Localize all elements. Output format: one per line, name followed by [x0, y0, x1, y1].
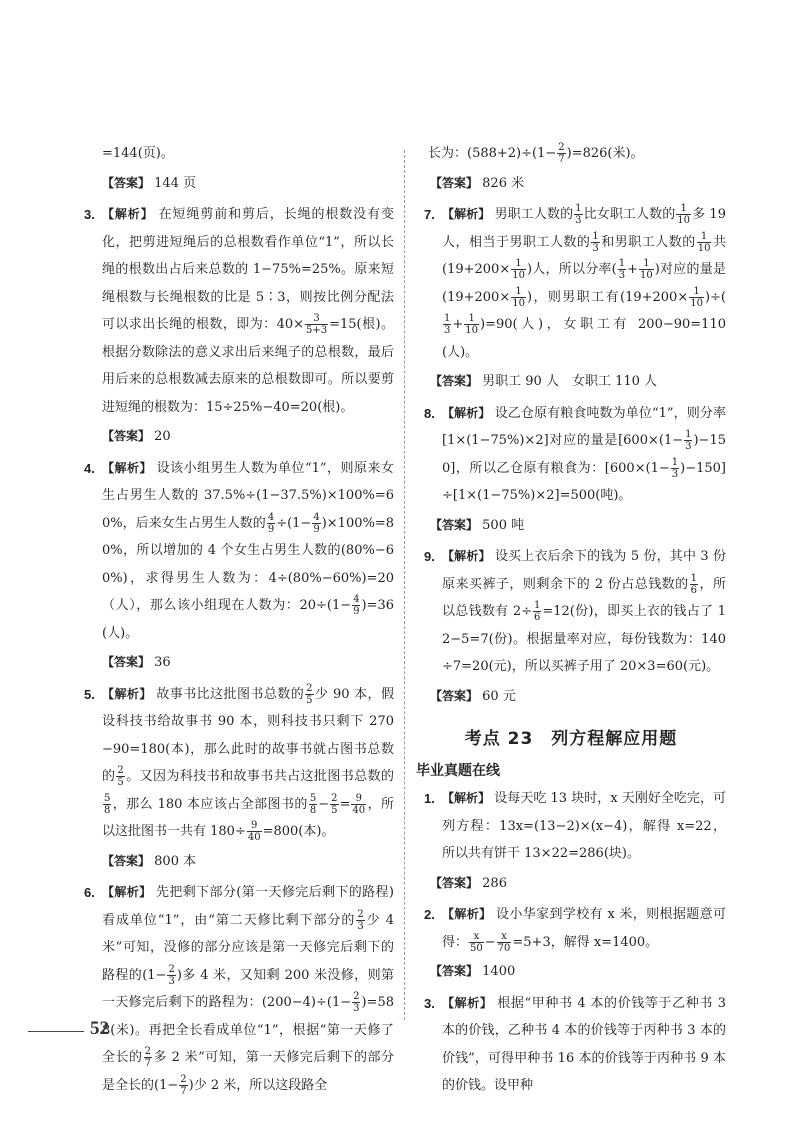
question-number: 5. — [84, 686, 95, 702]
answer-line — [102, 649, 394, 677]
fraction — [305, 313, 328, 336]
denominator: 7 — [144, 1058, 151, 1069]
fraction — [464, 313, 479, 336]
answer-line — [430, 683, 726, 711]
fraction — [511, 258, 526, 281]
analysis-text: 设小华家到学校有 x 米，则根据题意可得： — [442, 907, 726, 950]
answer-tag: 【答案】 — [102, 655, 151, 669]
analysis-text: − — [318, 796, 330, 812]
numerator: 9 — [351, 793, 366, 805]
analysis-text: 共(19+200× — [442, 234, 726, 277]
fraction — [312, 512, 320, 535]
question-6 — [76, 879, 394, 1099]
analysis-text: )−150]÷[1×(1−75%)×2]=500(吨)。 — [442, 460, 726, 503]
answer-tag: 【答案】 — [430, 374, 479, 388]
analysis-text: )=588(米)。再把全长看成单位“1”，根据“第一天修了全长的 — [102, 995, 394, 1065]
numerator: 4 — [353, 594, 360, 605]
numerator: 1 — [639, 258, 654, 270]
answer-line — [102, 848, 394, 876]
fraction — [167, 964, 175, 987]
analysis-text: 设每天吃 13 块时，x 天刚好全吃完，可列方程：13x=(13−2)×(x−4)，解得 x=22，所以共有饼干 13×22=286(块)。 — [442, 791, 726, 861]
analysis-text: 。又因为科技书和故事书共占这批图书总数的 — [125, 769, 394, 784]
numerator: 2 — [117, 765, 124, 776]
answer-value: 500 吨 — [482, 517, 525, 533]
analysis-text: =5+3，解得 x=1400。 — [512, 934, 659, 950]
analysis-text: )÷( — [704, 289, 726, 305]
fraction — [103, 793, 111, 816]
answer-line — [102, 170, 394, 198]
numerator: 2 — [353, 991, 360, 1002]
denominator: 3 — [575, 215, 582, 226]
page-number: 52 — [90, 1018, 109, 1039]
question-number: 1. — [424, 791, 435, 806]
numerator: 1 — [533, 600, 541, 611]
analysis-text: = — [339, 796, 351, 812]
fraction — [267, 512, 275, 535]
numerator: 2 — [558, 142, 565, 153]
denominator: 3 — [618, 270, 626, 281]
question-number: 4. — [84, 460, 95, 476]
question-number: 2. — [424, 907, 435, 922]
answer-tag: 【答案】 — [430, 875, 479, 890]
question-9 — [416, 543, 726, 681]
question-number: 3. — [84, 207, 95, 222]
answer-line — [430, 958, 726, 986]
analysis-text: )对应的量是(19+200× — [442, 262, 726, 305]
denominator: 70 — [497, 942, 511, 954]
analysis-text: 男职工人数的 — [494, 207, 574, 222]
fraction — [352, 991, 360, 1014]
question-number: 8. — [424, 405, 435, 421]
analysis-tag: 【解析】 — [442, 791, 491, 805]
fraction — [618, 258, 626, 281]
answer-value: 286 — [482, 875, 507, 891]
numerator: 2 — [144, 1046, 151, 1057]
numerator: 2 — [357, 908, 364, 920]
analysis-text: )多 4 米，又知剩 200 米没修，则第一天修完后剩下的路程为：(200−4)÷(1− — [102, 967, 394, 1010]
answer-value: 144 页 — [154, 175, 197, 191]
analysis-text: )少 2 米，所以这段路全 — [188, 1077, 328, 1093]
fraction — [574, 203, 582, 226]
denominator: 9 — [267, 523, 275, 535]
continued-line — [416, 140, 726, 168]
denominator: 10 — [640, 270, 653, 281]
question-7 — [416, 201, 726, 366]
numerator: 9 — [247, 820, 262, 832]
answer-tag: 【答案】 — [102, 175, 151, 190]
fraction — [352, 594, 360, 617]
answer-value: 60 元 — [482, 688, 516, 704]
fraction — [689, 286, 704, 309]
analysis-text: )=90(人)，女职工有 200−90=110(人)。 — [442, 317, 726, 360]
numerator: 1 — [464, 313, 479, 325]
denominator: 3 — [671, 468, 679, 480]
analysis-text: + — [452, 317, 464, 332]
fraction — [511, 286, 526, 309]
fraction — [351, 793, 366, 816]
analysis-text: − — [484, 934, 496, 950]
fraction — [671, 457, 679, 480]
denominator: 10 — [512, 270, 525, 281]
answer-tag: 【答案】 — [430, 175, 479, 190]
denominator: 9 — [313, 523, 320, 535]
analysis-text: + — [627, 262, 639, 277]
analysis-tag: 【解析】 — [442, 207, 491, 221]
analysis-text: =12(份)，即买上衣的钱占了 12−5=7(份)。根据量率对应，每份钱数为：140÷7=20(元)，所以买裤子用了 20×3=60(元)。 — [442, 604, 726, 674]
numerator: 1 — [511, 258, 526, 270]
fraction — [179, 1074, 187, 1097]
analysis-text: )×100%=80%，所以增加的 4 个女生占男生人数的(80%−60%)，求得男生人数为：4÷(80%−60%)=20（人），那么该小组现在人数为：20÷(1− — [102, 515, 394, 613]
question-5 — [76, 681, 394, 846]
answer-tag: 【答案】 — [430, 688, 479, 703]
continued-text: =144(页)。 — [102, 146, 174, 161]
denominator: 3 — [168, 975, 175, 987]
denominator: 6 — [690, 584, 698, 596]
question-number: 3. — [424, 995, 435, 1011]
fraction — [497, 931, 512, 954]
denominator: 3 — [353, 1003, 360, 1014]
question-number: 9. — [424, 549, 435, 564]
answer-line — [430, 170, 726, 198]
numerator: 1 — [671, 456, 679, 468]
numerator: x — [497, 931, 512, 943]
analysis-text: 比女职工人数的 — [583, 207, 676, 222]
numerator: 1 — [618, 258, 626, 269]
analysis-text: ，所以这批图书一共有 180÷ — [102, 796, 394, 839]
numerator: 1 — [697, 231, 712, 243]
answer-tag: 【答案】 — [430, 517, 479, 532]
answer-line — [430, 870, 726, 898]
analysis-text: =800(本)。 — [262, 824, 335, 839]
numerator: 1 — [685, 429, 692, 440]
numerator: 5 — [309, 792, 317, 804]
problem-3 — [416, 990, 726, 1100]
analysis-text: 设买上衣后余下的钱为 5 份，其中 3 份原来买裤子，则剩余下的 2 份占总钱数的 — [442, 549, 726, 592]
analysis-tag: 【解析】 — [442, 405, 491, 420]
denominator: 3 — [592, 242, 599, 254]
fraction — [144, 1046, 152, 1069]
denominator: 8 — [104, 804, 111, 816]
fraction — [557, 142, 565, 165]
denominator: 10 — [465, 325, 479, 336]
subsection-heading: 毕业真题在线 — [416, 762, 500, 779]
question-8 — [416, 400, 726, 510]
analysis-text: 多 2 米”可知，第一天修完后剩下的部分是全长的(1− — [102, 1050, 394, 1093]
right-column — [416, 140, 726, 1100]
analysis-tag: 【解析】 — [102, 885, 152, 899]
fraction — [533, 600, 541, 623]
answer-value: 男职工 90 人 女职工 110 人 — [482, 374, 658, 389]
answer-value: 800 本 — [154, 853, 197, 869]
numerator: 1 — [689, 286, 704, 298]
analysis-tag: 【解析】 — [442, 549, 491, 563]
continued-text: )=826(米)。 — [566, 146, 644, 161]
denominator: 10 — [690, 297, 703, 309]
footer-rule — [28, 1031, 84, 1032]
analysis-text: 少 4 米”可知，没修的部分应该是第一天修完后剩下的路程的(1− — [102, 912, 394, 983]
answer-value: 826 米 — [482, 175, 525, 191]
analysis-text: 和男职工人数的 — [600, 234, 696, 250]
denominator: 10 — [697, 242, 711, 254]
analysis-text: =15(根)。根据分数除法的意义求出后来绳子的总根数，最后用后来的总根数减去原来的总根数即可。所以要剪进短绳的根数为：15÷25%−40=20(根)。 — [102, 317, 394, 415]
numerator: x — [469, 931, 484, 943]
fraction — [356, 909, 364, 932]
denominator: 8 — [309, 804, 317, 816]
numerator: 1 — [676, 203, 691, 215]
fraction — [697, 231, 712, 254]
numerator: 1 — [592, 230, 599, 242]
fraction — [591, 231, 599, 254]
analysis-text: ，所以总钱数有 2÷ — [442, 576, 726, 619]
analysis-tag: 【解析】 — [102, 686, 152, 701]
analysis-text: 设乙仓原有粮食吨数为单位“1”，则分率[1×(1−75%)×2]对应的量是[600×(1− — [442, 405, 726, 448]
denominator: 10 — [677, 215, 691, 226]
denominator: 40 — [352, 804, 366, 816]
fraction — [305, 683, 313, 706]
numerator: 1 — [444, 313, 451, 324]
analysis-text: 多 19 人，相当于男职工人数的 — [442, 207, 726, 250]
analysis-text: ，那么 180 本应该占全部图书的 — [112, 796, 308, 812]
answer-value: 20 — [154, 429, 171, 444]
analysis-tag: 【解析】 — [442, 907, 492, 921]
analysis-text: 故事书比这批图书总数的 — [156, 686, 305, 702]
numerator: 2 — [331, 792, 338, 804]
fraction — [690, 573, 698, 596]
denominator: 5 — [117, 777, 124, 788]
numerator: 2 — [180, 1073, 187, 1085]
denominator: 50 — [470, 942, 483, 954]
continued-text: 长为：(588+2)÷(1− — [428, 146, 557, 161]
answer-tag: 【答案】 — [430, 964, 479, 978]
numerator: 4 — [313, 511, 320, 523]
fraction — [116, 765, 124, 788]
denominator: 3 — [685, 441, 692, 452]
numerator: 3 — [305, 313, 328, 325]
fraction — [639, 258, 654, 281]
analysis-text: 根据“甲种书 4 本的价钱等于乙种书 3 本的价钱，乙种书 4 本的价钱等于丙种书 3 本的价钱”，可得甲种书 16 本的价钱等于丙种书 9 本的价钱。设甲种 — [442, 995, 726, 1093]
answer-tag: 【答案】 — [102, 853, 151, 868]
question-3 — [76, 201, 394, 421]
fraction — [684, 429, 692, 452]
denominator: 3 — [357, 920, 364, 932]
denominator: 6 — [533, 612, 541, 623]
left-column — [76, 140, 394, 1099]
answer-line — [430, 368, 726, 396]
answer-line — [102, 423, 394, 451]
numerator: 1 — [575, 203, 582, 214]
denominator: 3 — [444, 325, 451, 336]
problem-2 — [416, 901, 726, 956]
problem-1 — [416, 785, 726, 868]
numerator: 2 — [168, 963, 175, 975]
continued-line — [76, 140, 394, 168]
numerator: 2 — [306, 682, 313, 694]
answer-line — [430, 512, 726, 540]
question-4 — [76, 455, 394, 648]
analysis-text: )，则男职工有(19+200× — [526, 289, 689, 305]
analysis-tag: 【解析】 — [102, 207, 154, 221]
analysis-tag: 【解析】 — [442, 995, 493, 1010]
denominator: 5 — [306, 694, 313, 706]
denominator: 10 — [512, 297, 525, 309]
analysis-text: )−150]，所以乙仓原有粮食为：[600×(1− — [442, 433, 726, 476]
numerator: 4 — [267, 511, 275, 523]
fraction — [309, 793, 317, 816]
denominator: 7 — [558, 154, 565, 165]
analysis-tag: 【解析】 — [102, 460, 152, 475]
question-number: 6. — [84, 885, 95, 900]
analysis-text: 先把剩下部分(第一天修完后剩下的路程)看成单位“1”，由“第二天修比剩下部分的 — [102, 885, 394, 928]
analysis-text: 少 90 本，假设科技书给故事书 90 本，则科技书只剩下 270−90=180(本)，那么此时的故事书就占图书总数的 — [102, 686, 394, 784]
section-title: 考点 23 列方程解应用题 — [464, 729, 678, 749]
denominator: 7 — [180, 1085, 187, 1097]
answer-tag: 【答案】 — [102, 429, 151, 443]
fraction — [247, 820, 262, 843]
fraction — [330, 793, 338, 816]
analysis-text: )人，所以分率( — [526, 262, 617, 277]
denominator: 9 — [353, 606, 360, 617]
fraction — [676, 203, 691, 226]
column-divider — [404, 150, 405, 1020]
fraction — [469, 931, 484, 954]
numerator: 5 — [104, 792, 111, 804]
denominator: 5 — [331, 804, 338, 816]
question-number: 7. — [424, 207, 435, 222]
answer-value: 36 — [154, 655, 171, 670]
numerator: 1 — [511, 286, 526, 298]
analysis-text: 在短绳剪前和剪后，长绳的根数没有变化，把剪进短绳后的总根数看作单位“1”，所以长绳的根数出占后来总数的 1−75%=25%。原来短绳根数与长绳根数的比是 5∶3，则按比例分配法可以求出长绳的根数，即为：40× — [102, 207, 394, 332]
analysis-text: ÷(1− — [276, 515, 312, 531]
answer-value: 1400 — [482, 964, 516, 979]
denominator: 5+3 — [306, 325, 328, 336]
numerator: 1 — [690, 572, 698, 584]
denominator: 40 — [247, 832, 261, 843]
analysis-text: )=36(人)。 — [102, 598, 394, 641]
analysis-text: 设该小组男生人数为单位“1”，则原来女生占男生人数的 37.5%÷(1−37.5%)×100%=60%，后来女生占男生人数的 — [102, 460, 394, 531]
fraction — [443, 313, 451, 336]
